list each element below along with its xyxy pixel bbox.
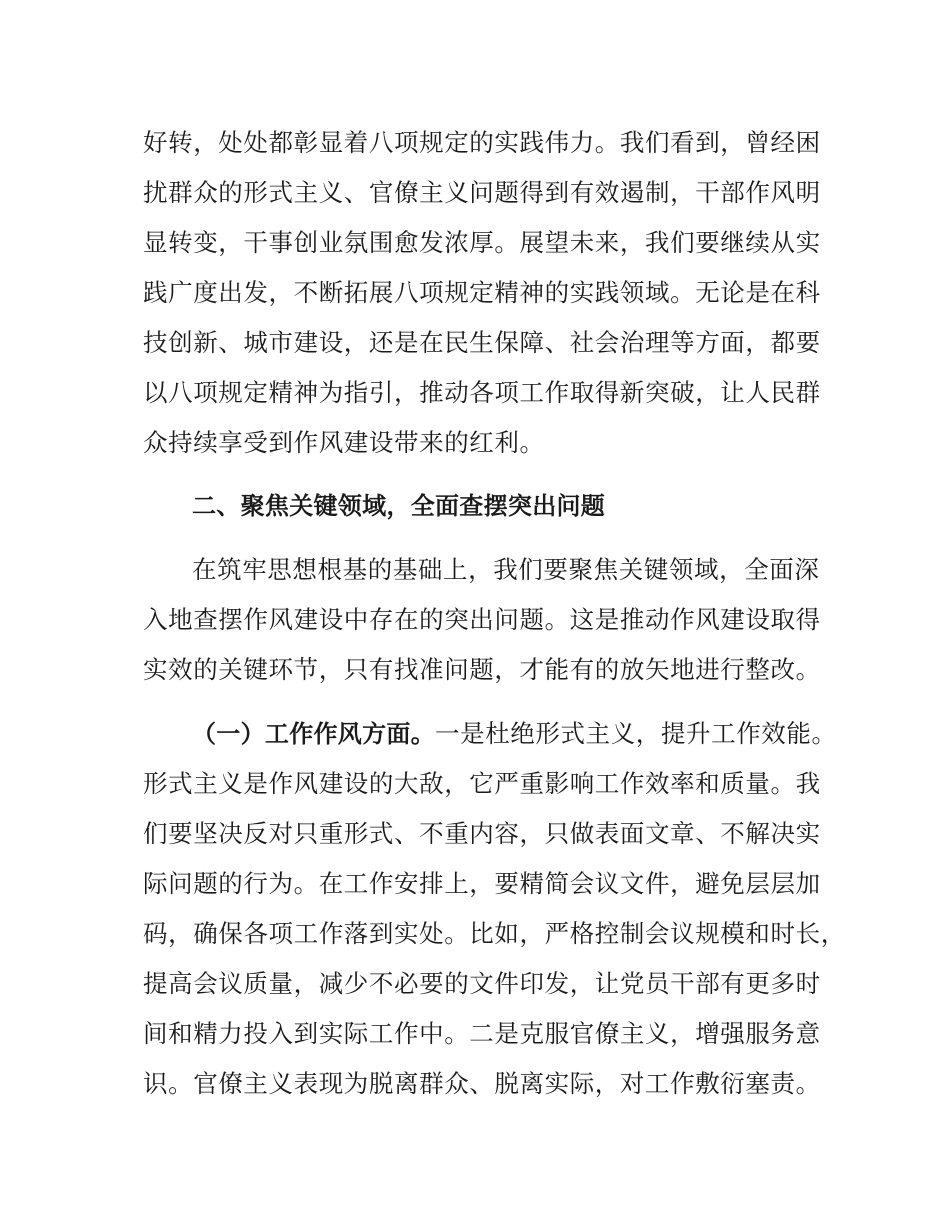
paragraph-text: 一是杜绝形式主义，提升工作效能。 [435, 719, 837, 748]
paragraph-line: 提高会议质量，减少不必要的文件印发，让党员干部有更多时 [143, 969, 821, 998]
paragraph-line: 入地查摆作风建设中存在的突出问题。这是推动作风建设取得 [143, 605, 821, 634]
paragraph-line: 识。官僚主义表现为脱离群众、脱离实际，对工作敷衍塞责。 [143, 1069, 821, 1098]
subsection-heading: （一）工作作风方面。 [192, 720, 435, 748]
paragraph-line: 实效的关键环节，只有找准问题，才能有的放矢地进行整改。 [143, 655, 821, 684]
paragraph-line: 技创新、城市建设，还是在民生保障、社会治理等方面，都要 [143, 328, 821, 357]
paragraph-line: 显转变，干事创业氛围愈发浓厚。展望未来，我们要继续从实 [143, 228, 821, 257]
paragraph-line: 们要坚决反对只重形式、不重内容，只做表面文章、不解决实 [143, 819, 821, 848]
paragraph-line: 践广度出发，不断拓展八项规定精神的实践领域。无论是在科 [143, 278, 821, 307]
section-heading: 二、聚焦关键领域，全面查摆突出问题 [192, 492, 606, 520]
paragraph-line: 间和精力投入到实际工作中。二是克服官僚主义，增强服务意 [143, 1019, 821, 1048]
paragraph-line: 码，确保各项工作落到实处。比如，严格控制会议规模和时长， [143, 919, 846, 948]
paragraph-line: 际问题的行为。在工作安排上，要精简会议文件，避免层层加 [143, 869, 821, 898]
paragraph-line: 扰群众的形式主义、官僚主义问题得到有效遏制，干部作风明 [143, 178, 821, 207]
paragraph-line: 众持续享受到作风建设带来的红利。 [143, 428, 545, 457]
paragraph-line: 在筑牢思想根基的基础上，我们要聚焦关键领域，全面深 [192, 555, 820, 584]
paragraph-line: 形式主义是作风建设的大敌，它严重影响工作效率和质量。我 [143, 769, 821, 798]
paragraph-line: 以八项规定精神为指引，推动各项工作取得新突破，让人民群 [143, 378, 821, 407]
paragraph-line: 好转，处处都彰显着八项规定的实践伟力。我们看到，曾经困 [143, 128, 821, 157]
paragraph-first-line [192, 714, 872, 754]
